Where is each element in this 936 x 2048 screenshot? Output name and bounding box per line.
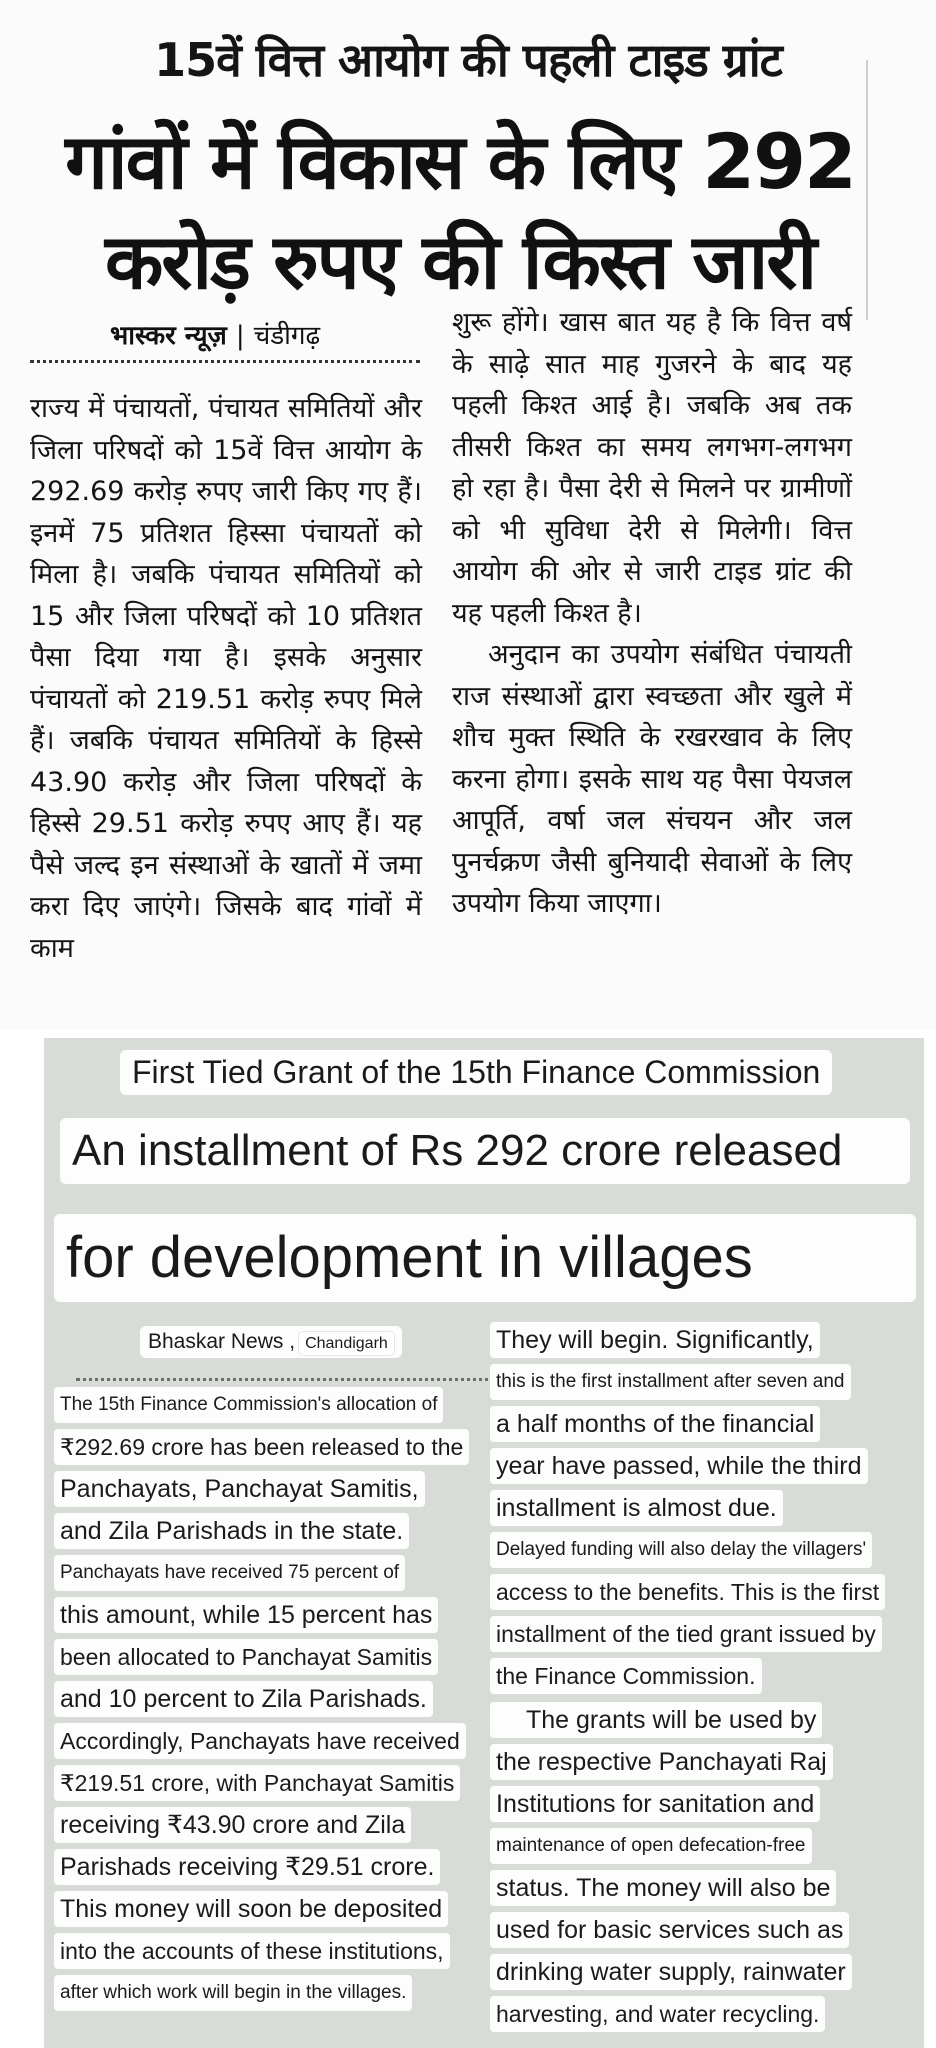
hindi-byline-source: भास्कर न्यूज़ bbox=[110, 321, 227, 351]
english-byline bbox=[140, 1326, 402, 1358]
english-left-line: after which work will begin in the villages. bbox=[54, 1975, 412, 2011]
english-right-line: a half months of the financial bbox=[490, 1406, 820, 1442]
hindi-column-right bbox=[452, 302, 852, 925]
hindi-byline bbox=[110, 316, 320, 352]
byline-divider bbox=[76, 1378, 502, 1381]
english-left-line: Accordingly, Panchayats have received bbox=[54, 1723, 466, 1759]
english-left-line: this amount, while 15 percent has bbox=[54, 1597, 438, 1633]
hindi-column-left bbox=[30, 388, 422, 969]
hindi-byline-separator: | bbox=[235, 321, 245, 351]
english-left-line: The 15th Finance Commission's allocation of bbox=[54, 1387, 443, 1423]
english-right-line: Institutions for sanitation and bbox=[490, 1786, 820, 1822]
english-left-line: and 10 percent to Zila Parishads. bbox=[54, 1681, 433, 1717]
english-right-line: installment of the tied grant issued by bbox=[490, 1616, 882, 1652]
english-right-line: used for basic services such as bbox=[490, 1912, 849, 1948]
hindi-paragraph: अनुदान का उपयोग संबंधित पंचायती राज संस्थाओं द्वारा स्वच्छता और खुले में शौच मुक्त स्थिति के रखरखाव के लिए करना होगा। इसके साथ यह पैसा पेयजल आपूर्ति, वर्षा जल संचयन और जल पुनर्चक्रण जैसी बुनियादी सेवाओं के लिए उपयोग किया जाएगा। bbox=[452, 639, 852, 919]
english-left-line: Panchayats have received 75 percent of bbox=[54, 1555, 405, 1591]
english-right-line: status. The money will also be bbox=[490, 1870, 836, 1906]
english-right-line: access to the benefits. This is the first bbox=[490, 1574, 885, 1610]
english-kicker: First Tied Grant of the 15th Finance Commission bbox=[120, 1050, 832, 1095]
english-right-line: installment is almost due. bbox=[490, 1490, 783, 1526]
english-right-line: year have passed, while the third bbox=[490, 1448, 868, 1484]
english-left-line: ₹219.51 crore, with Panchayat Samitis bbox=[54, 1765, 460, 1801]
hindi-paragraph: राज्य में पंचायतों, पंचायत समितियों और जिला परिषदों को 15वें वित्त आयोग के 292.69 करोड़ रुपए जारी किए गए हैं। इनमें 75 प्रतिशत हिस्सा पंचायतों को मिला है। जबकि पंचायत समितियों को 15 और जिला परिषदों को 10 प्रतिशत पैसा दिया गया है। इसके अनुसार पंचायतों को 219.51 करोड़ रुपए मिले हैं। जबकि पंचायत समितियों के हिस्से 43.90 करोड़ और जिला परिषदों के हिस्से 29.51 करोड़ रुपए आए हैं। यह पैसे जल्द इन संस्थाओं के खातों में जमा करा दिए जाएंगे। जिसके बाद गांवों में काम bbox=[30, 393, 422, 964]
english-right-line: maintenance of open defecation-free bbox=[490, 1828, 812, 1864]
english-left-line: Parishads receiving ₹29.51 crore. bbox=[54, 1849, 440, 1885]
english-byline-source: Bhaskar News , bbox=[148, 1330, 296, 1353]
english-left-line: into the accounts of these institutions, bbox=[54, 1933, 450, 1969]
english-left-line: Panchayats, Panchayat Samitis, bbox=[54, 1471, 425, 1507]
english-left-line: receiving ₹43.90 crore and Zila bbox=[54, 1807, 411, 1843]
hindi-paragraph: शुरू होंगे। खास बात यह है कि वित्त वर्ष के साढ़े सात माह गुजरने के बाद यह पहली किश्त आई है। जबकि अब तक तीसरी किश्त का समय लगभग-लगभग हो रहा है। पैसा देरी से मिलने पर ग्रामीणों को भी सुविधा देरी से मिलेगी। वित्त आयोग की ओर से जारी टाइड ग्रांट की यह पहली किश्त है। bbox=[452, 307, 852, 629]
english-right-line: the respective Panchayati Raj bbox=[490, 1744, 833, 1780]
hindi-byline-location: चंडीगढ़ bbox=[253, 321, 321, 351]
english-right-line: They will begin. Significantly, bbox=[490, 1322, 820, 1358]
english-left-line: ₹292.69 crore has been released to the bbox=[54, 1429, 469, 1465]
hindi-headline-line-2: करोड़ रुपए की किस्त जारी bbox=[104, 217, 816, 306]
english-right-line: Delayed funding will also delay the villagers' bbox=[490, 1532, 872, 1568]
english-headline-line-1: An installment of Rs 292 crore released bbox=[60, 1118, 910, 1184]
english-right-line: the Finance Commission. bbox=[490, 1658, 762, 1694]
english-left-line: This money will soon be deposited bbox=[54, 1891, 448, 1927]
english-headline-line-2: for development in villages bbox=[54, 1214, 916, 1302]
english-right-line: this is the first installment after seven and bbox=[490, 1364, 851, 1400]
hindi-headline-line-1: गांवों में विकास के लिए 292 bbox=[65, 117, 855, 206]
hindi-kicker: 15वें वित्त आयोग की पहली टाइड ग्रांट bbox=[154, 33, 782, 87]
english-right-line: The grants will be used by bbox=[490, 1702, 822, 1738]
english-left-line: and Zila Parishads in the state. bbox=[54, 1513, 409, 1549]
english-right-line: drinking water supply, rainwater bbox=[490, 1954, 852, 1990]
english-left-line: been allocated to Panchayat Samitis bbox=[54, 1639, 438, 1675]
byline-divider bbox=[30, 360, 420, 363]
english-byline-location: Chandigarh bbox=[299, 1332, 394, 1355]
english-translation-panel bbox=[44, 1038, 924, 2048]
english-right-line: harvesting, and water recycling. bbox=[490, 1996, 825, 2032]
